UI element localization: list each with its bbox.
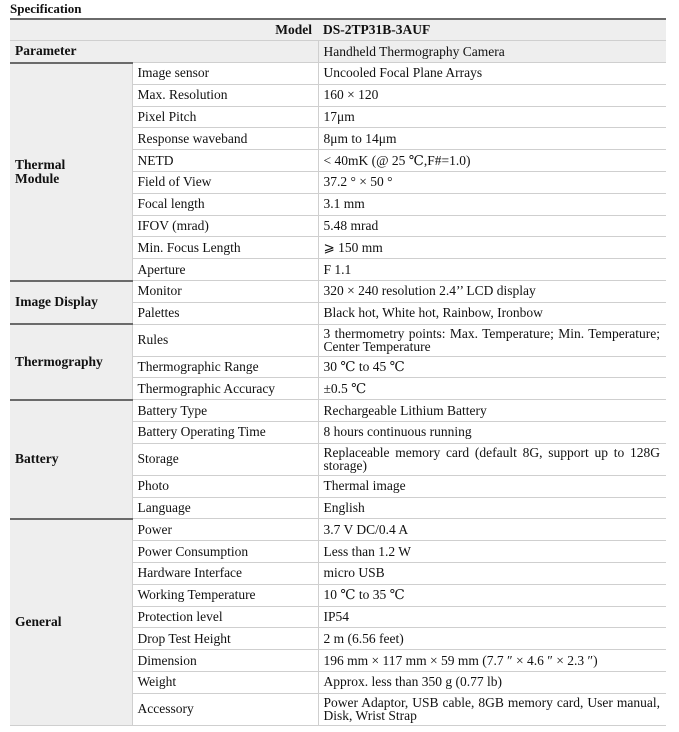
table-row [10, 324, 666, 356]
parameter-name: Monitor [132, 281, 318, 303]
parameter-value: Less than 1.2 W [318, 541, 666, 563]
parameter-value: Rechargeable Lithium Battery [318, 400, 666, 422]
parameter-name: Focal length [132, 193, 318, 215]
table-row [10, 281, 666, 303]
parameter-value: 3.7 V DC/0.4 A [318, 519, 666, 541]
parameter-value: Thermal image [318, 475, 666, 497]
parameter-value: 10 ℃ to 35 ℃ [318, 584, 666, 606]
parameter-value: 196 mm × 117 mm × 59 mm (7.7 ″ × 4.6 ″ × 2.3 ″) [318, 650, 666, 672]
parameter-name: Weight [132, 672, 318, 694]
parameter-name: Image sensor [132, 63, 318, 85]
parameter-header-row [10, 41, 666, 63]
parameter-name: Working Temperature [132, 584, 318, 606]
parameter-name: Drop Test Height [132, 628, 318, 650]
model-value: DS-2TP31B-3AUF [318, 19, 666, 41]
table-row [10, 63, 666, 85]
parameter-name: Field of View [132, 172, 318, 194]
parameter-value: 3 thermometry points: Max. Temperature; Min. Temperature; Center Temperature [318, 324, 666, 356]
parameter-value: 5.48 mrad [318, 215, 666, 237]
parameter-value: 30 ℃ to 45 ℃ [318, 356, 666, 378]
parameter-value: IP54 [318, 606, 666, 628]
parameter-name: Language [132, 497, 318, 519]
parameter-name: Battery Type [132, 400, 318, 422]
parameter-name: Max. Resolution [132, 84, 318, 106]
parameter-name: Hardware Interface [132, 563, 318, 585]
parameter-value: ±0.5 ℃ [318, 378, 666, 400]
group-label: Thermography [10, 324, 132, 400]
parameter-value: ⩾ 150 mm [318, 237, 666, 259]
parameter-name: Power Consumption [132, 541, 318, 563]
parameter-value: Power Adaptor, USB cable, 8GB memory card, User manual, Disk, Wrist Strap [318, 693, 666, 725]
parameter-name: Thermographic Accuracy [132, 378, 318, 400]
table-row [10, 400, 666, 422]
parameter-value: 3.1 mm [318, 193, 666, 215]
parameter-value: Uncooled Focal Plane Arrays [318, 63, 666, 85]
group-label: Image Display [10, 281, 132, 325]
parameter-name: Pixel Pitch [132, 106, 318, 128]
group-label: General [10, 519, 132, 725]
parameter-name: Dimension [132, 650, 318, 672]
model-header-row [10, 19, 666, 41]
parameter-name: Power [132, 519, 318, 541]
parameter-name: Palettes [132, 302, 318, 324]
parameter-label: Parameter [10, 41, 318, 63]
parameter-name: Storage [132, 443, 318, 475]
parameter-name: Accessory [132, 693, 318, 725]
parameter-value: < 40mK (@ 25 ℃,F#=1.0) [318, 150, 666, 172]
parameter-value: Black hot, White hot, Rainbow, Ironbow [318, 302, 666, 324]
parameter-name: NETD [132, 150, 318, 172]
parameter-name: Protection level [132, 606, 318, 628]
parameter-name: IFOV (mrad) [132, 215, 318, 237]
parameter-value: Replaceable memory card (default 8G, support up to 128G storage) [318, 443, 666, 475]
parameter-value: 8 hours continuous running [318, 422, 666, 444]
parameter-name: Min. Focus Length [132, 237, 318, 259]
parameter-name: Response waveband [132, 128, 318, 150]
parameter-name: Aperture [132, 259, 318, 281]
parameter-value: F 1.1 [318, 259, 666, 281]
parameter-value: Handheld Thermography Camera [318, 41, 666, 63]
page-title: Specification [10, 1, 82, 16]
parameter-name: Photo [132, 475, 318, 497]
parameter-value: 37.2 ° × 50 ° [318, 172, 666, 194]
parameter-name: Battery Operating Time [132, 422, 318, 444]
parameter-name: Thermographic Range [132, 356, 318, 378]
model-label: Model [10, 19, 318, 41]
specification-table-body [10, 19, 666, 725]
parameter-name: Rules [132, 324, 318, 356]
parameter-value: 2 m (6.56 feet) [318, 628, 666, 650]
parameter-value: 8μm to 14μm [318, 128, 666, 150]
parameter-value: English [318, 497, 666, 519]
parameter-value: 160 × 120 [318, 84, 666, 106]
parameter-value: micro USB [318, 563, 666, 585]
group-label: Thermal Module [10, 63, 132, 281]
group-label: Battery [10, 400, 132, 519]
table-row [10, 519, 666, 541]
parameter-value: 17μm [318, 106, 666, 128]
parameter-value: Approx. less than 350 g (0.77 lb) [318, 672, 666, 694]
parameter-value: 320 × 240 resolution 2.4’’ LCD display [318, 281, 666, 303]
specification-table [10, 18, 666, 726]
